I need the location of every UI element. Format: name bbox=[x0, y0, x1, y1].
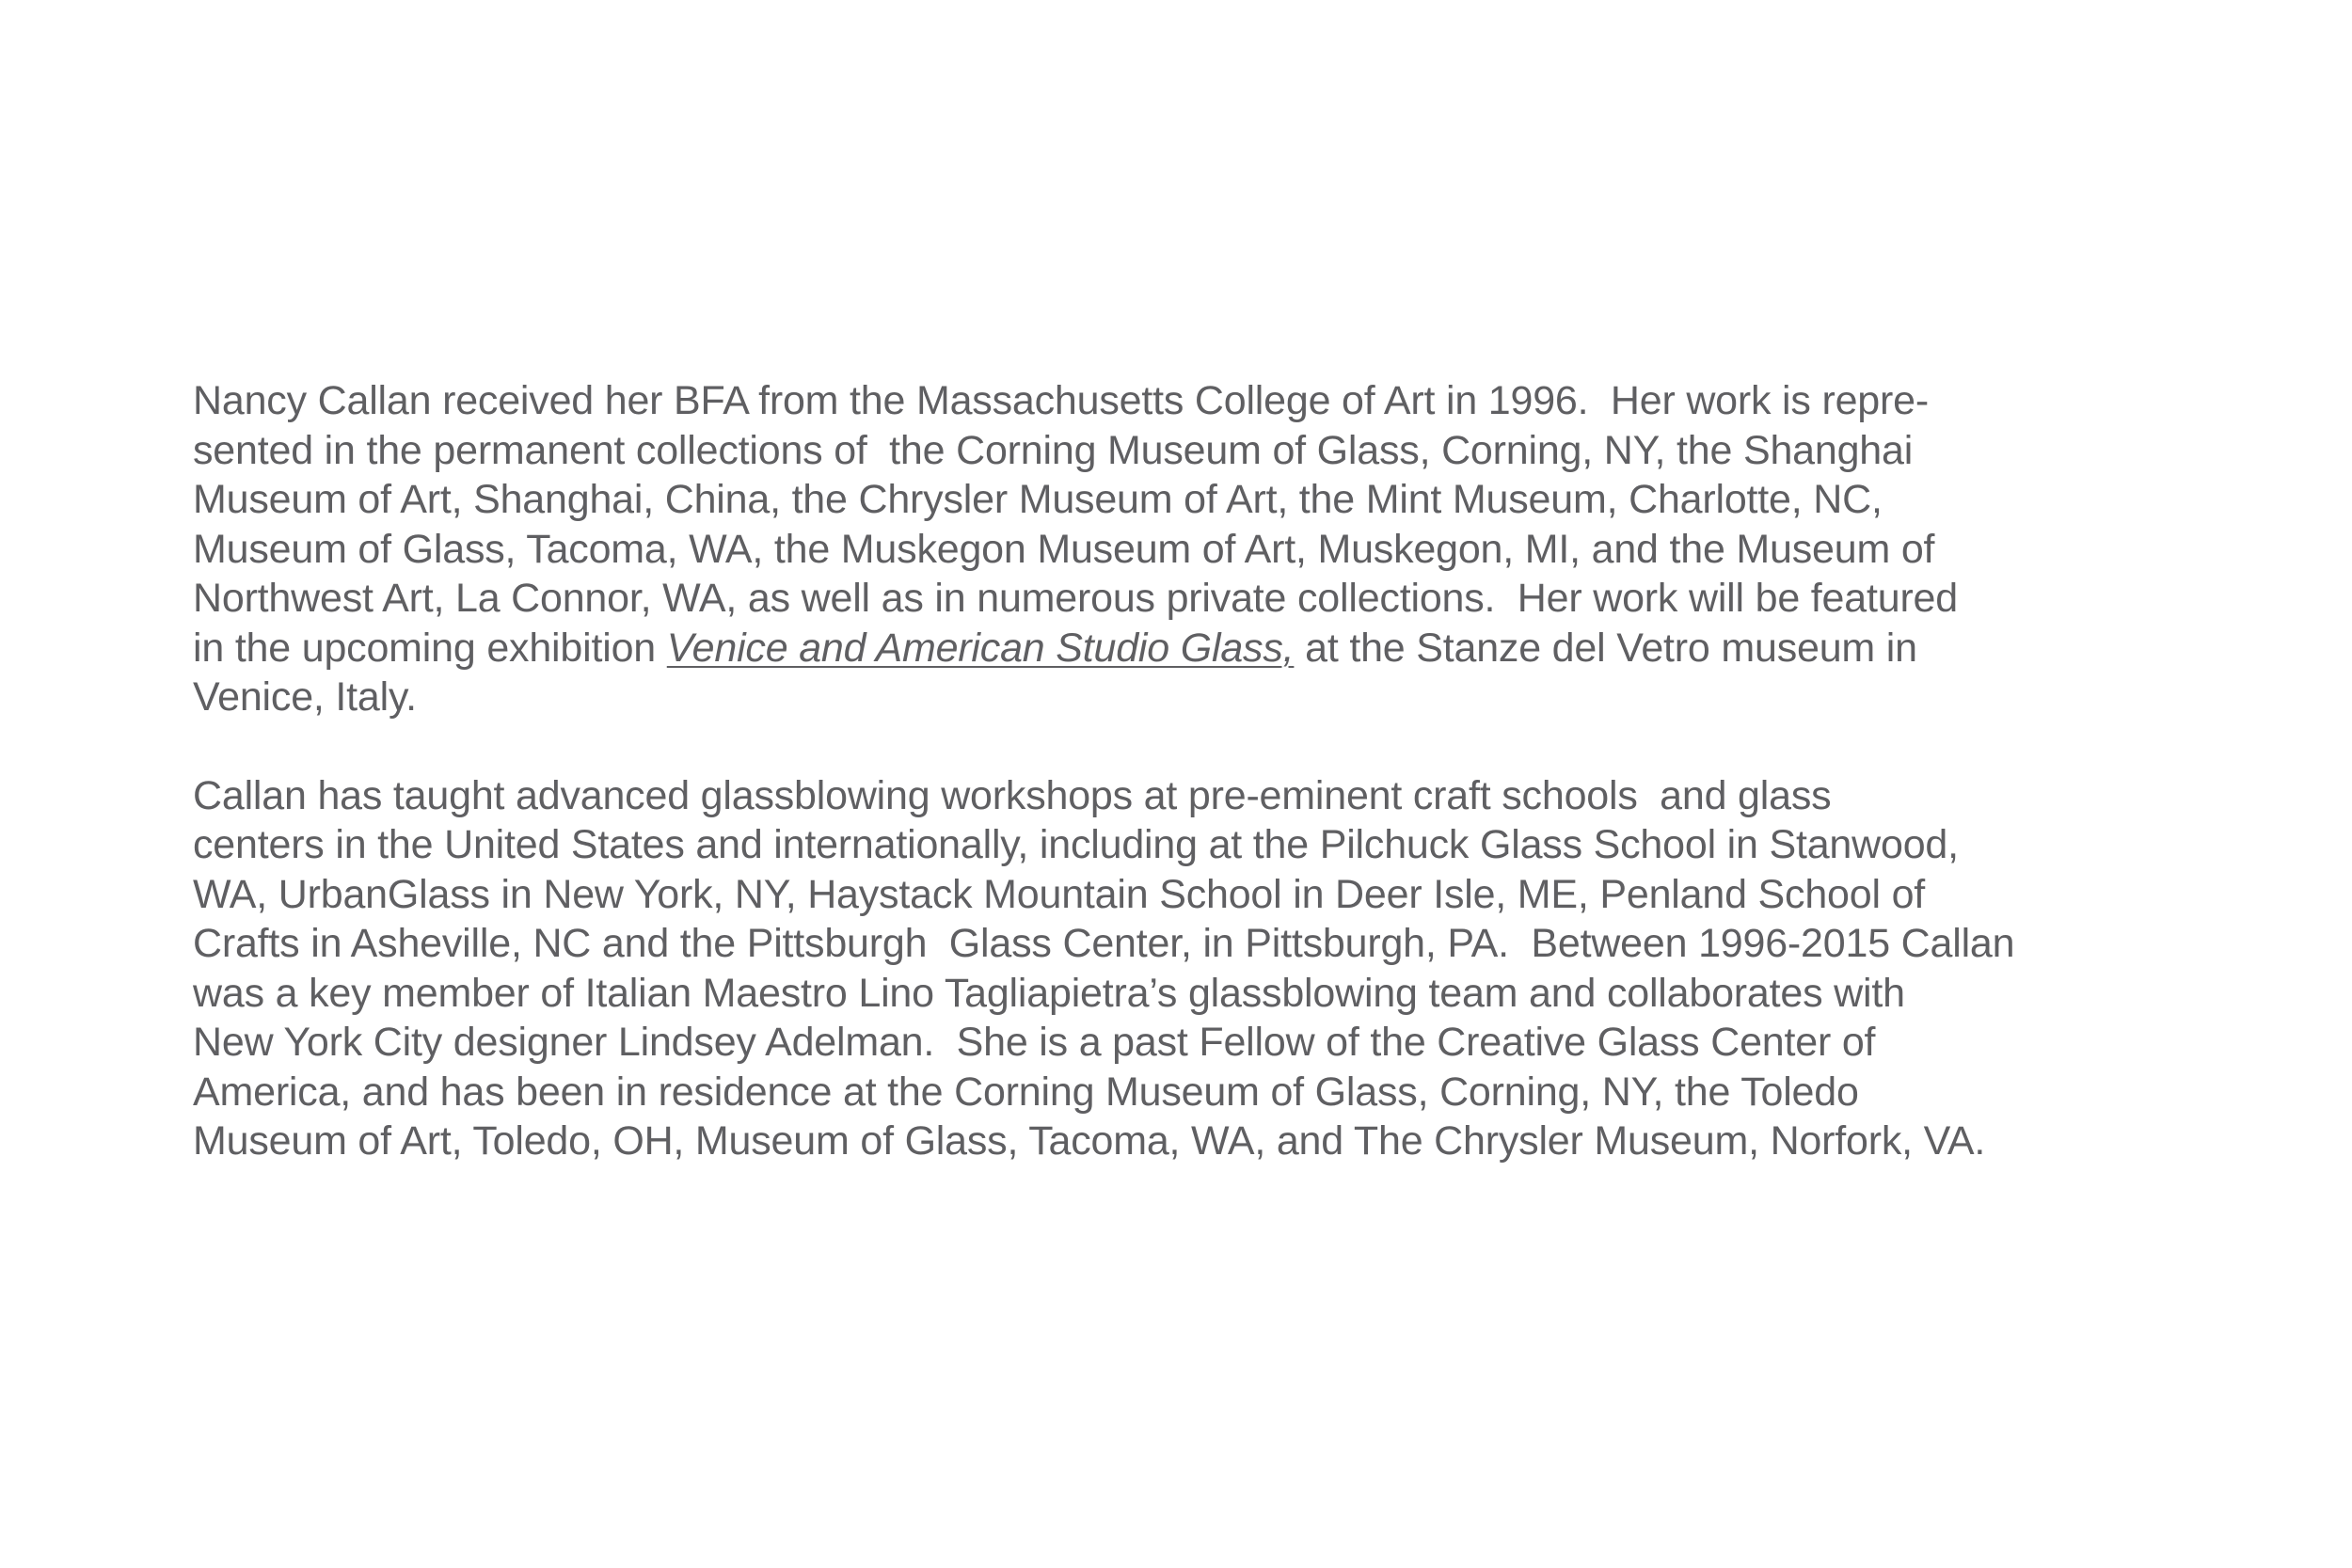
bio-line: Venice, Italy. bbox=[193, 674, 417, 720]
bio-line: New York City designer Lindsey Adelman. She is a past Fellow of the Creative Glass Center of bbox=[193, 1020, 1876, 1065]
bio-line: America, and has been in residence at the Corning Museum of Glass, Corning, NY, the Toledo bbox=[193, 1069, 1859, 1115]
bio-text: in the upcoming exhibition bbox=[193, 625, 667, 671]
bio-line: Museum of Art, Shanghai, China, the Chrysler Museum of Art, the Mint Museum, Charlotte, NC, bbox=[193, 477, 1883, 522]
bio-line: centers in the United States and internationally, including at the Pilchuck Glass School in Stanwood, bbox=[193, 822, 1959, 867]
bio-text: at the Stanze del Vetro museum in bbox=[1294, 625, 1917, 671]
bio-line: Museum of Art, Toledo, OH, Museum of Glass, Tacoma, WA, and The Chrysler Museum, Norfork, VA. bbox=[193, 1118, 1986, 1164]
artist-bio bbox=[193, 376, 2216, 1166]
bio-line: Crafts in Asheville, NC and the Pittsburgh Glass Center, in Pittsburgh, PA. Between 1996-2015 Callan bbox=[193, 921, 2015, 966]
bio-line: Museum of Glass, Tacoma, WA, the Muskegon Museum of Art, Muskegon, MI, and the Museum of bbox=[193, 526, 1935, 572]
exhibition-title-link[interactable]: Venice and American Studio Glass, bbox=[666, 625, 1295, 671]
bio-line: was a key member of Italian Maestro Lino Tagliapietra’s glassblowing team and collaborates with bbox=[193, 970, 1905, 1016]
bio-paragraph-teaching-residencies bbox=[193, 771, 2216, 1166]
bio-line: Northwest Art, La Connor, WA, as well as in numerous private collections. Her work will be featured bbox=[193, 576, 1958, 621]
bio-line: Callan has taught advanced glassblowing workshops at pre-eminent craft schools and glass bbox=[193, 772, 1832, 818]
bio-line: WA, UrbanGlass in New York, NY, Haystack Mountain School in Deer Isle, ME, Penland School of bbox=[193, 871, 1926, 917]
bio-line: sented in the permanent collections of the Corning Museum of Glass, Corning, NY, the Shanghai bbox=[193, 427, 1914, 473]
bio-paragraph-education-collections bbox=[193, 376, 2216, 722]
bio-line-exhibition bbox=[193, 624, 2216, 673]
bio-line: Nancy Callan received her BFA from the Massachusetts College of Art in 1996. Her work is repre- bbox=[193, 378, 1929, 423]
paragraph-spacer bbox=[193, 722, 2216, 771]
